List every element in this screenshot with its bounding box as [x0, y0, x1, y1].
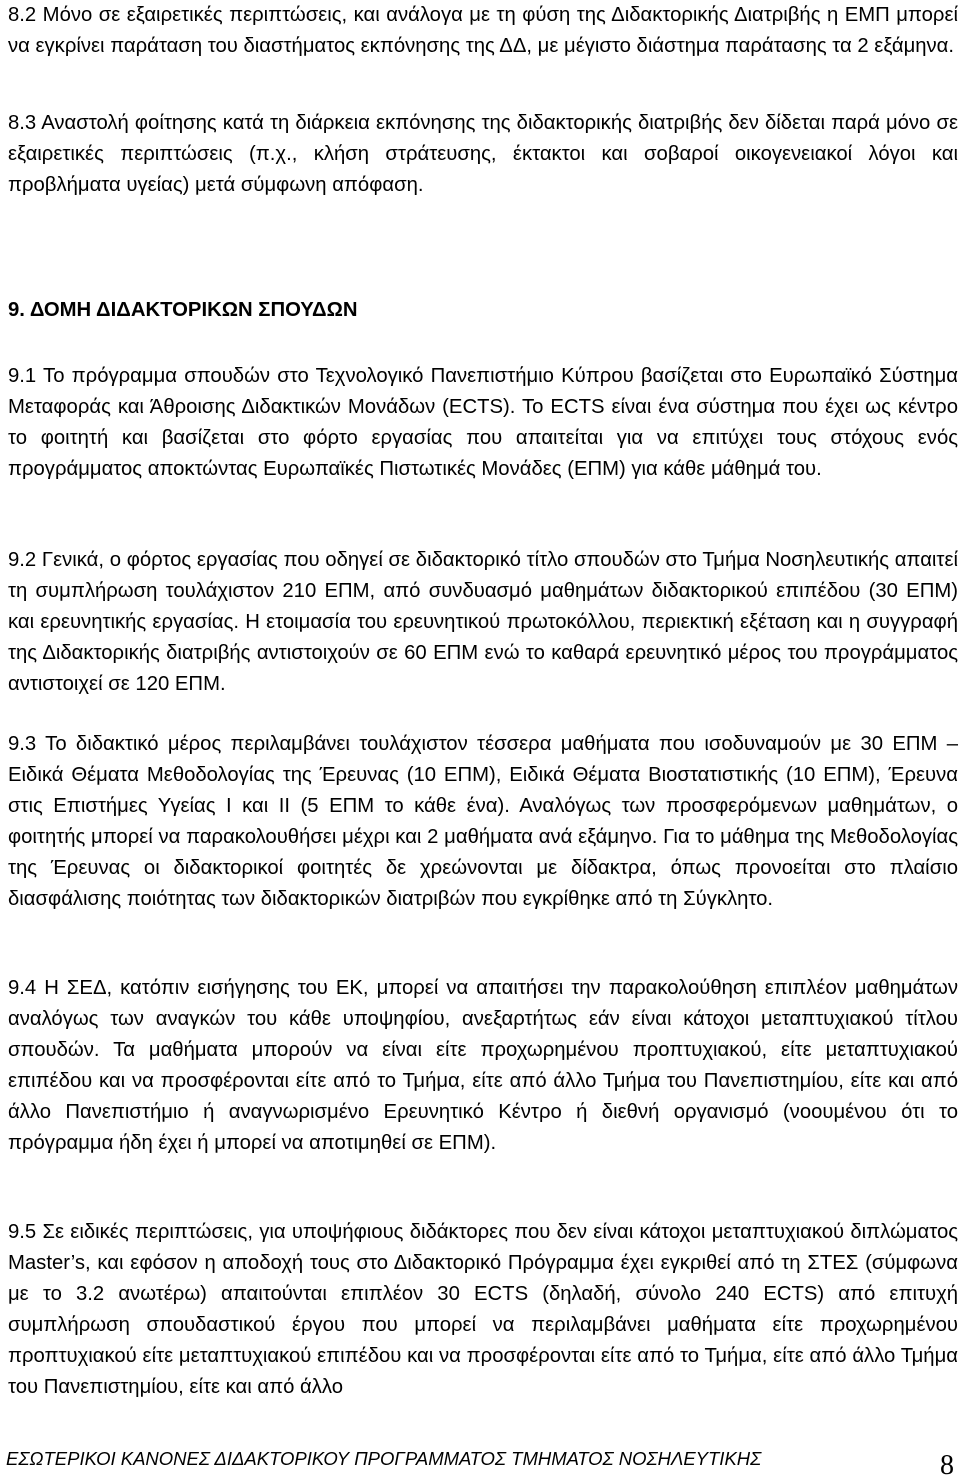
paragraph-8-3 — [8, 108, 958, 201]
paragraph-number: 9.5 — [8, 1221, 37, 1243]
section-number: 9. — [8, 299, 25, 321]
paragraph-9-3 — [8, 729, 958, 915]
paragraph-number: 9.3 — [8, 733, 37, 755]
paragraph-text: Το διδακτικό μέρος περιλαμβάνει τουλάχιστον τέσσερα μαθήματα που ισοδυναμούν με 30 ΕΠΜ – Ειδικά Θέματα Μεθοδολογίας της Έρευνας (10 ΕΠΜ), Ειδικά Θέματα Βιοστατιστικής (10 ΕΠΜ), Έρευνα στις Επιστήμες Υγείας Ι και ΙΙ (5 ΕΠΜ το κάθε ένα). Αναλόγως των προσφερόμενων μαθημάτων, ο φοιτητής μπορεί να παρακολουθήσει μέχρι και 2 μαθήματα ανά εξάμηνο. Για το μάθημα της Μεθοδολογίας της Έρευνας οι διδακτορικοί φοιτητές δε χρεώνονται με δίδακτρα, όπως προνοείται στο πλαίσιο διασφάλισης ποιότητας των διδακτορικών διατριβών που εγκρίθηκε από τη Σύγκλητο. — [8, 733, 958, 910]
paragraph-9-1 — [8, 361, 958, 485]
page-footer — [6, 1446, 954, 1481]
paragraph-9-5 — [8, 1217, 958, 1403]
paragraph-9-4 — [8, 973, 958, 1159]
section-title: ΔΟΜΗ ΔΙΔΑΚΤΟΡΙΚΩΝ ΣΠΟΥΔΩΝ — [29, 299, 358, 321]
paragraph-text: Μόνο σε εξαιρετικές περιπτώσεις, και ανάλογα με τη φύση της Διδακτορικής Διατριβής η ΕΜΠ μπορεί να εγκρίνει παράταση του διαστήματος εκπόνησης της ΔΔ, με μέγιστο διάστημα παράτασης τα 2 εξάμηνα. — [8, 4, 958, 57]
section-heading — [8, 295, 357, 326]
page-number: 8 — [940, 1450, 954, 1481]
paragraph-number: 8.2 — [8, 4, 37, 26]
paragraph-8-2 — [8, 0, 958, 62]
footer-title: ΕΣΩΤΕΡΙΚΟΙ ΚΑΝΟΝΕΣ ΔΙΔΑΚΤΟΡΙΚΟΥ ΠΡΟΓΡΑΜΜΑΤΟΣ ΤΜΗΜΑΤΟΣ ΝΟΣΗΛΕΥΤΙΚΗΣ — [6, 1448, 762, 1469]
paragraph-9-2 — [8, 545, 958, 700]
paragraph-number: 9.1 — [8, 365, 37, 387]
paragraph-text: Αναστολή φοίτησης κατά τη διάρκεια εκπόνησης της διδακτορικής διατριβής δεν δίδεται παρά μόνο σε εξαιρετικές περιπτώσεις (π.χ., κλήση στράτευσης, έκτακτοι και σοβαροί οικογενειακοί λόγοι και προβλήματα υγείας) μετά σύμφωνη απόφαση. — [8, 112, 958, 196]
paragraph-text: Το πρόγραμμα σπουδών στο Τεχνολογικό Πανεπιστήμιο Κύπρου βασίζεται στο Ευρωπαϊκό Σύστημα Μεταφοράς και Άθροισης Διδακτικών Μονάδων (ECTS). Το ECTS είναι ένα σύστημα που έχει ως κέντρο το φοιτητή και βασίζεται στο φόρτο εργασίας που απαιτείται για να επιτύχει τους στόχους ενός προγράμματος αποκτώντας Ευρωπαϊκές Πιστωτικές Μονάδες (ΕΠΜ) για κάθε μάθημά του. — [8, 365, 958, 480]
paragraph-text: Γενικά, ο φόρτος εργασίας που οδηγεί σε διδακτορικό τίτλο σπουδών στο Τμήμα Νοσηλευτικής απαιτεί τη συμπλήρωση τουλάχιστον 210 ΕΠΜ, από συνδυασμό μαθημάτων διδακτορικού επιπέδου (30 ΕΠΜ) και ερευνητικής εργασίας. Η ετοιμασία του ερευνητικού πρωτοκόλλου, περιεκτική εξέταση και η συγγραφή της Διδακτορικής διατριβής αντιστοιχούν σε 60 ΕΠΜ ενώ το καθαρά ερευνητικό μέρος του προγράμματος αντιστοιχεί σε 120 ΕΠΜ. — [8, 549, 958, 695]
paragraph-text: Η ΣΕΔ, κατόπιν εισήγησης του ΕΚ, μπορεί να απαιτήσει την παρακολούθηση επιπλέον μαθημάτων αναλόγως των αναγκών του κάθε υποψηφίου, ανεξαρτήτως εάν είναι κάτοχοι μεταπτυχιακού τίτλου σπουδών. Τα μαθήματα μπορούν να είναι είτε προχωρημένου προπτυχιακού, είτε μεταπτυχιακού επιπέδου και να προσφέρονται είτε από το Τμήμα, είτε από άλλο Τμήμα του Πανεπιστημίου, είτε και από άλλο Πανεπιστήμιο ή αναγνωρισμένο Ερευνητικό Κέντρο ή διεθνή οργανισμό (νοουμένου ότι το πρόγραμμα ήδη έχει ή μπορεί να αποτιμηθεί σε ΕΠΜ). — [8, 977, 958, 1154]
paragraph-number: 8.3 — [8, 112, 37, 134]
paragraph-number: 9.4 — [8, 977, 37, 999]
paragraph-number: 9.2 — [8, 549, 37, 571]
paragraph-text: Σε ειδικές περιπτώσεις, για υποψήφιους διδάκτορες που δεν είναι κάτοχοι μεταπτυχιακού διπλώματος Master’s, και εφόσον η αποδοχή τους στο Διδακτορικό Πρόγραμμα έχει εγκριθεί από τη ΣΤΕΣ (σύμφωνα με το 3.2 ανωτέρω) απαιτούνται επιπλέον 30 ECTS (δηλαδή, σύνολο 240 ECTS) από επιτυχή συμπλήρωση σπουδαστικού έργου που μπορεί να περιλαμβάνει μαθήματα είτε προχωρημένου προπτυχιακού είτε μεταπτυχιακού επιπέδου και να προσφέρονται είτε από το Τμήμα, είτε από άλλο Τμήμα του Πανεπιστημίου, είτε και από άλλο — [8, 1221, 959, 1398]
